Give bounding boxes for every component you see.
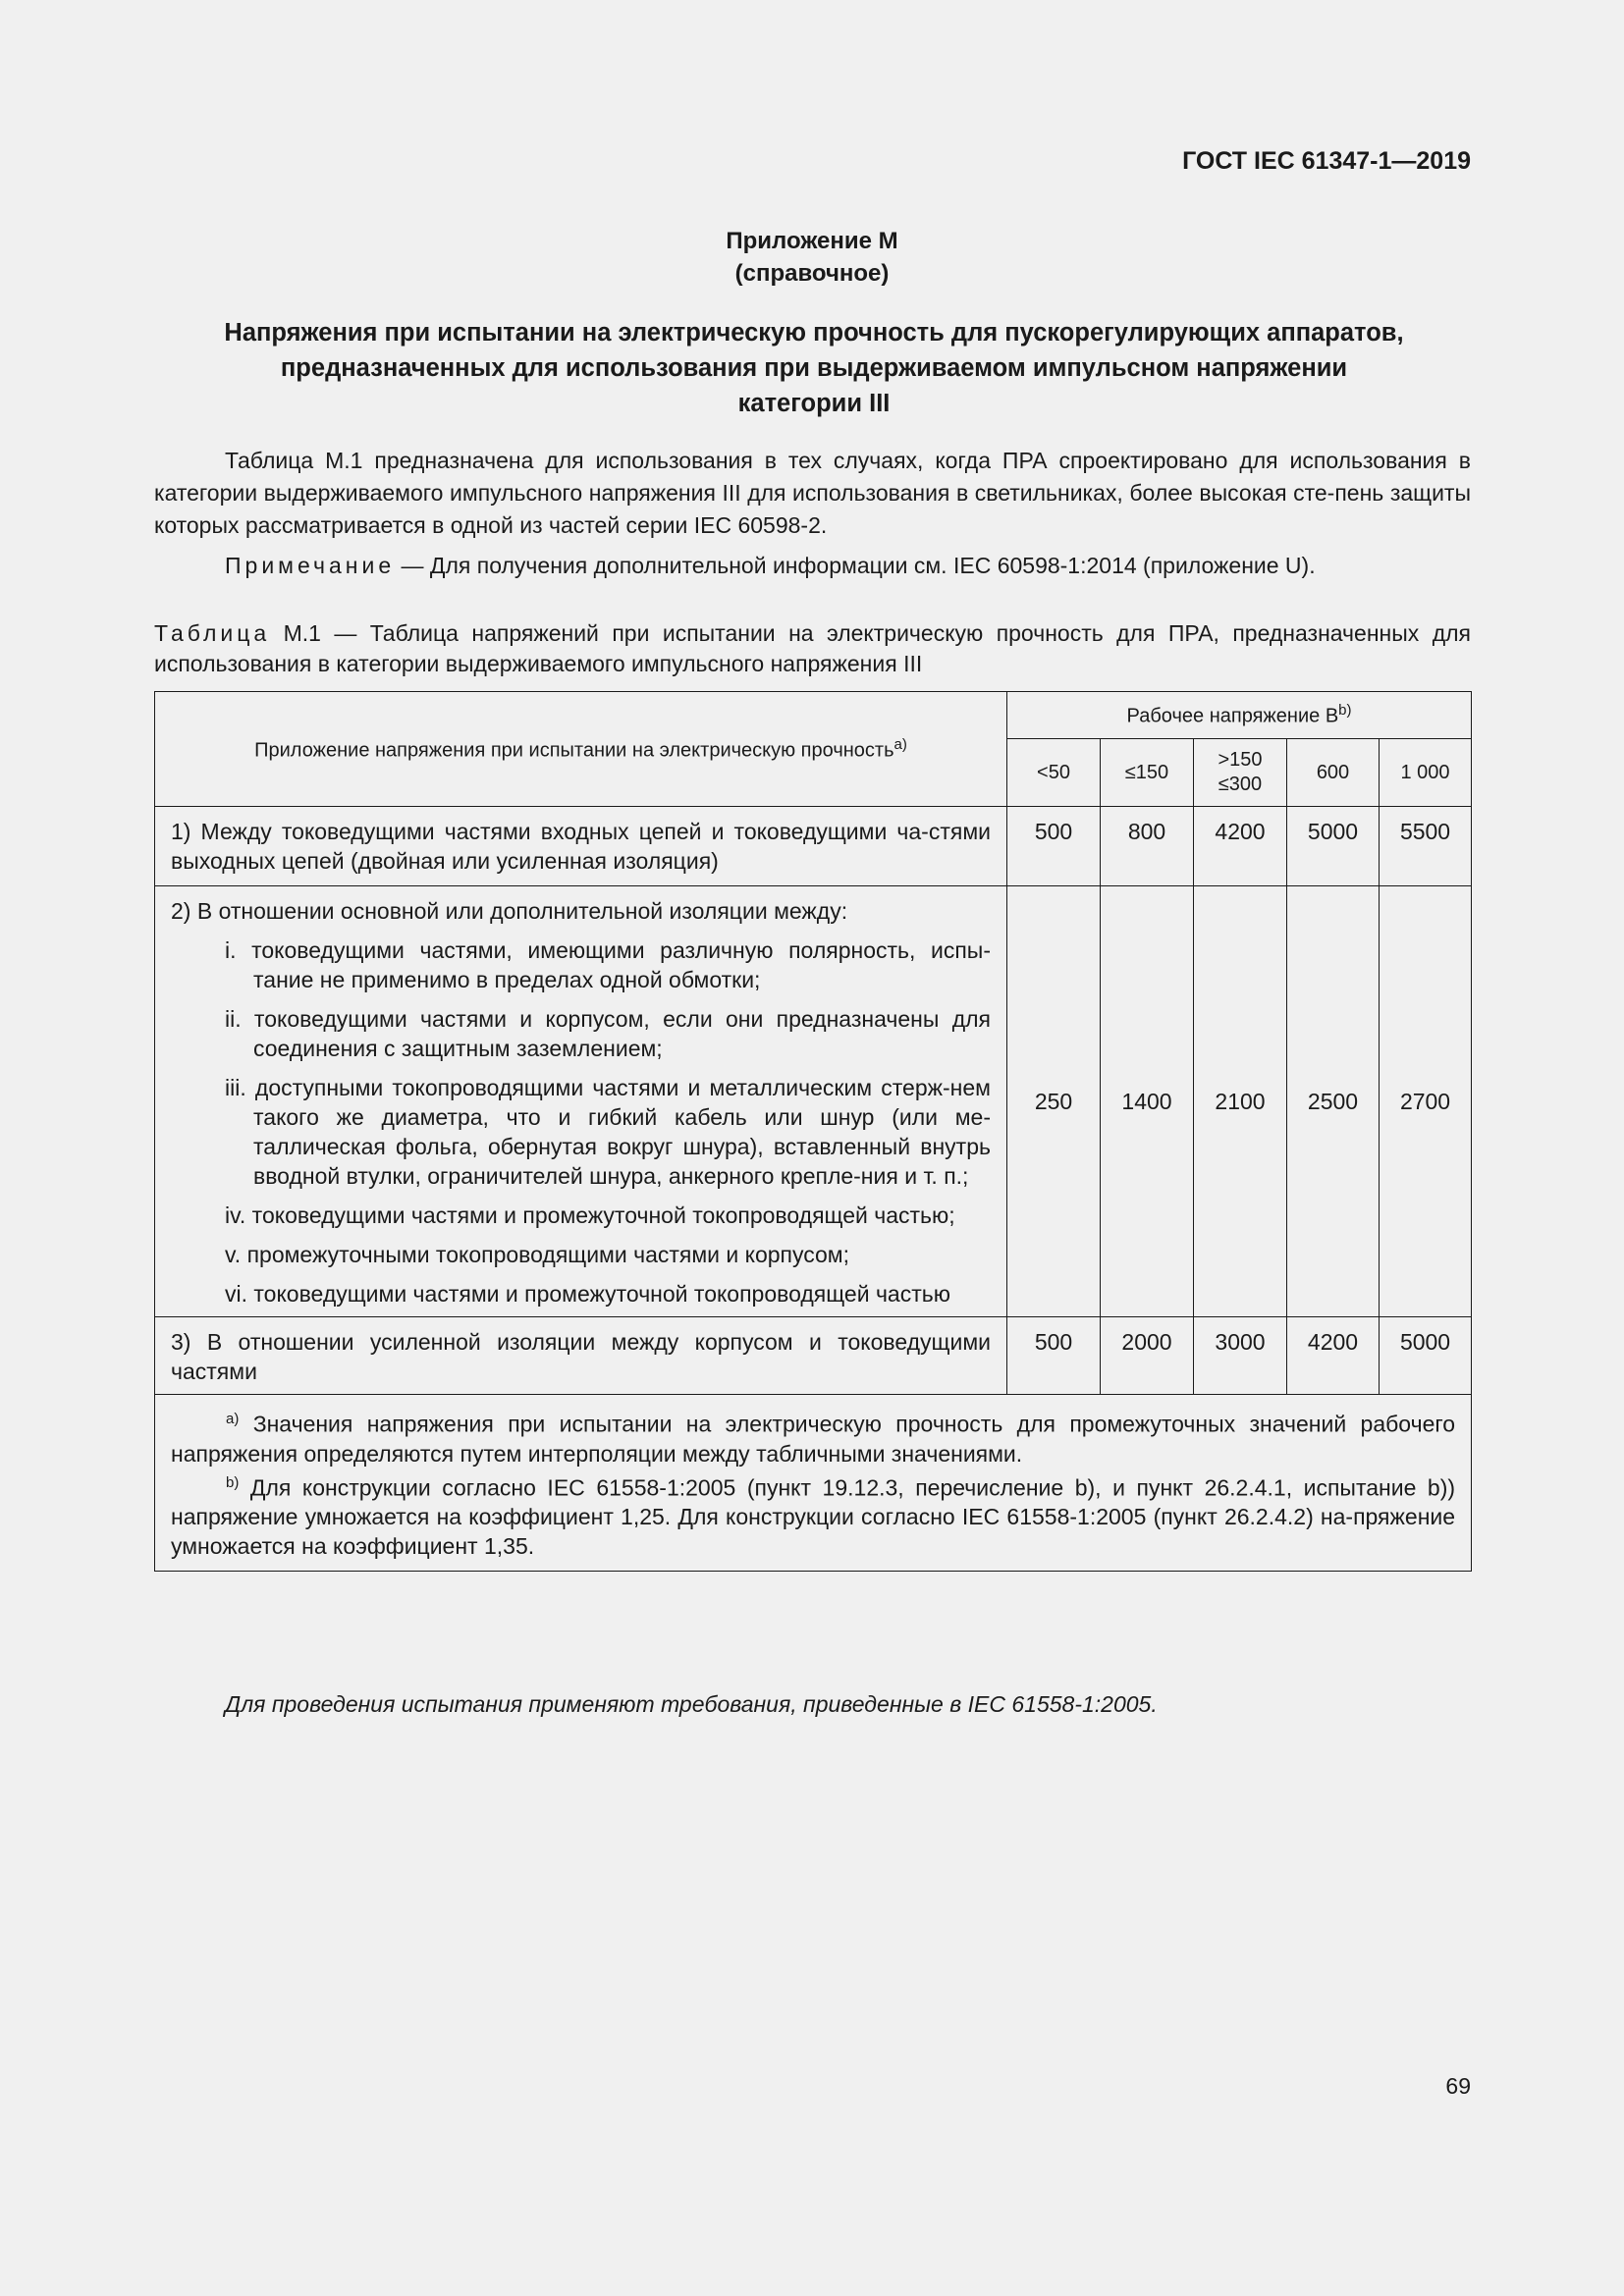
note-label: Примечание <box>225 553 396 578</box>
main-title-line: Напряжения при испытании на электрическую прочность для пускорегулирующих аппаратов, <box>224 319 1404 347</box>
column-header: 1 000 <box>1380 739 1472 807</box>
footnote-a-marker: a) <box>226 1411 240 1427</box>
column-header <box>1194 739 1287 807</box>
page-number: 69 <box>1445 2073 1471 2099</box>
intro-paragraph <box>154 445 1471 542</box>
footnote-a <box>171 1405 1455 1468</box>
column-header: 600 <box>1287 739 1380 807</box>
note-text: — Для получения дополнительной информации см. IEC 60598-1:2014 (приложение U). <box>395 553 1316 578</box>
value-cell: 5000 <box>1380 1317 1472 1395</box>
table-footnotes <box>155 1395 1472 1572</box>
table-row <box>155 1317 1472 1395</box>
value-cell: 5500 <box>1380 807 1472 886</box>
column-header-line: ≤300 <box>1218 774 1263 795</box>
table-caption <box>154 618 1471 679</box>
footnote-a-text: Значения напряжения при испытании на электрическую прочность для промежуточных значений рабочего напряжения определяются путем интерполяции между табличными значениями. <box>171 1411 1456 1467</box>
value-cell: 800 <box>1101 807 1194 886</box>
value-cell: 3000 <box>1194 1317 1287 1395</box>
row-description-text: 2) В отношении основной или дополнительной изоляции между: <box>171 898 848 924</box>
column-header-line: >150 <box>1218 749 1263 771</box>
appendix-title: Приложение М <box>726 228 898 254</box>
list-item: i. токоведущими частями, имеющими различную полярность, испы-тание не применимо в пределах одной обмотки; <box>225 937 991 992</box>
footnotes-cell <box>155 1395 1472 1572</box>
header-working-voltage <box>1007 692 1472 739</box>
main-title-line: категории III <box>737 390 891 417</box>
intro-text: Таблица М.1 предназначена для использования в тех случаях, когда ПРА спроектировано для использования в категории выдерживаемого импульсного напряжения III для использования в светильниках, более высокая сте-пень защиты которых рассматривается в одной из частей серии IEC 60598-2. <box>154 448 1471 538</box>
value-cell: 4200 <box>1194 807 1287 886</box>
standard-designation: ГОСТ IEC 61347-1—2019 <box>1182 147 1471 175</box>
list-item: v. промежуточными токопроводящими частями и корпусом; <box>225 1242 849 1267</box>
header-description <box>155 692 1007 807</box>
value-cell: 2500 <box>1287 886 1380 1317</box>
list-item: iii. доступными токопроводящими частями и металлическим стерж-нем такого же диаметра, что и гибкий кабель или шнур (или ме-таллическая фольга, обернутая вокруг шнура), вставленный внутрь вводной втулки, ограничителей шнура, анкерного крепле-ния и т. п.; <box>225 1075 991 1189</box>
table-row <box>155 807 1472 886</box>
value-cell: 1400 <box>1101 886 1194 1317</box>
table-caption-label: Таблица <box>154 620 271 646</box>
value-cell: 2100 <box>1194 886 1287 1317</box>
value-cell: 2700 <box>1380 886 1472 1317</box>
row-description: 1) Между токоведущими частями входных цепей и токоведущими ча-стями выходных цепей (двойная или усиленная изоляция) <box>155 807 1007 886</box>
header-description-text: Приложение напряжения при испытании на электрическую прочность <box>254 739 894 762</box>
value-cell: 250 <box>1007 886 1101 1317</box>
voltage-table <box>154 691 1472 1572</box>
row-description: 3) В отношении усиленной изоляции между корпусом и токоведущими частями <box>155 1317 1007 1395</box>
appendix-heading <box>0 225 1624 290</box>
value-cell: 500 <box>1007 1317 1101 1395</box>
main-title <box>157 315 1471 421</box>
list-item: vi. токоведущими частями и промежуточной токопроводящей частью <box>225 1281 950 1307</box>
footnote-a-ref: a) <box>893 735 907 753</box>
note <box>225 550 1472 582</box>
row-description <box>155 886 1007 1317</box>
main-title-line: предназначенных для использования при выдерживаемом импульсном напряжении <box>280 354 1348 382</box>
column-header: <50 <box>1007 739 1101 807</box>
value-cell: 2000 <box>1101 1317 1194 1395</box>
closing-statement: Для проведения испытания применяют требования, приведенные в IEC 61558-1:2005. <box>225 1691 1158 1717</box>
appendix-subtitle: (справочное) <box>734 260 890 287</box>
table-row <box>155 886 1472 1317</box>
footnote-b-ref: b) <box>1338 702 1352 720</box>
header-group-text: Рабочее напряжение В <box>1126 705 1339 727</box>
footnote-b <box>171 1468 1455 1562</box>
column-header: ≤150 <box>1101 739 1194 807</box>
table-caption-text: М.1 — Таблица напряжений при испытании на электрическую прочность для ПРА, предназначенных для использования в категории выдерживаемого импульсного напряжения III <box>154 620 1471 676</box>
footnote-b-marker: b) <box>226 1473 240 1491</box>
value-cell: 4200 <box>1287 1317 1380 1395</box>
value-cell: 5000 <box>1287 807 1380 886</box>
value-cell: 500 <box>1007 807 1101 886</box>
footnote-b-text: Для конструкции согласно IEC 61558-1:2005 (пункт 19.12.3, перечисление b), и пункт 26.2.4.1, испытание b)) напряжение умножается на коэффициент 1,25. Для конструкции согласно IEC 61558-1:2005 (пункт 26.2.4.2) на-пряжение умножается на коэффициент 1,35. <box>171 1474 1456 1560</box>
list-item: iv. токоведущими частями и промежуточной токопроводящей частью; <box>225 1202 955 1228</box>
list-item: ii. токоведущими частями и корпусом, если они предназначены для соединения с защитным заземлением; <box>225 1006 991 1061</box>
